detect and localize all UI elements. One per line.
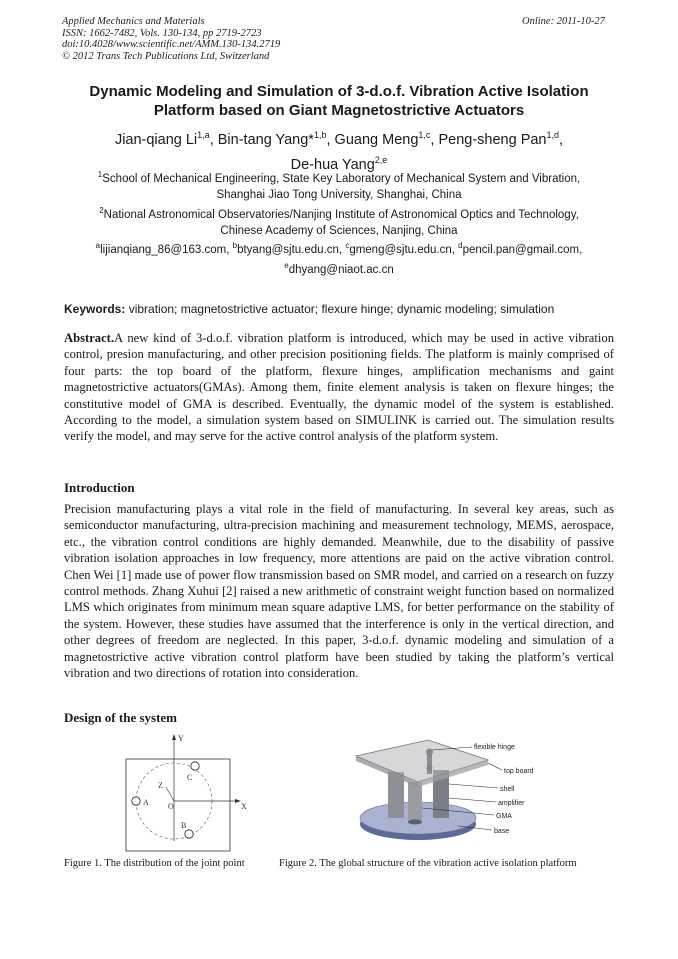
email-sup: a bbox=[95, 241, 101, 250]
email-sup: e bbox=[284, 260, 289, 270]
email-address: btyang@sjtu.edu.cn, bbox=[237, 243, 346, 256]
author-name: Guang Meng bbox=[334, 131, 419, 148]
affiliation-text: School of Mechanical Engineering, State Key Laboratory of Mechanical System and Vibration, bbox=[102, 172, 581, 185]
affiliation-sup: 2 bbox=[99, 206, 104, 215]
leader-shell bbox=[449, 784, 498, 788]
figure-1-frame bbox=[126, 759, 230, 851]
email-address: dhyang@niaot.ac.cn bbox=[288, 263, 394, 276]
top-board bbox=[356, 740, 488, 782]
copyright-line: © 2012 Trans Tech Publications Ltd, Switzerland bbox=[62, 50, 270, 62]
author-affil-sup: 1,d bbox=[546, 130, 560, 140]
email-address: lijianqiang_86@163.com, bbox=[100, 243, 233, 256]
introduction-text: Precision manufacturing plays a vital role in the field of manufacturing. In several key areas, such as semiconductor manufacturing, ultra-precision machining and measurement technology, MEMS, aerospace, etc., the vibration control conditions are highly demanded. Meanwhile, due to the disability of passive vibration isolation approaches in low frequency, more attentions are paid on the active vibration control. Chen Wei [1] made use of power flow transmission based on SMR model, and carried on a research on fuzzy control methods. Zhang Xuhui [2] raised a new arithmetic of constraint weight function based on normalized LMS which originates from minimum mean square adaptive LMS, for better performance on the stability of the system. However, these studies have assumed that the interference is only in the vertical direction, and other degrees of freedom are neglected. In this paper, 3-d.o.f. dynamic modeling and simulation of a magnetostrictive active vibration control platform have been studied by taking the platform’s vertical vibration and two directions of rotation into consideration. bbox=[64, 502, 614, 681]
email-list bbox=[50, 238, 628, 278]
email-sup: d bbox=[458, 241, 463, 250]
email-sup: b bbox=[232, 241, 238, 250]
paper-title bbox=[40, 82, 638, 120]
running-header bbox=[62, 16, 280, 62]
title-line-2: Platform based on Giant Magnetostrictive Actuators bbox=[153, 102, 525, 119]
figure-1-diagram bbox=[110, 731, 250, 853]
point-c-label: C bbox=[187, 773, 193, 782]
keywords bbox=[64, 302, 624, 316]
label-gma: GMA bbox=[496, 813, 512, 820]
affiliation-2 bbox=[50, 203, 628, 239]
author-name: Bin-tang Yang* bbox=[217, 131, 314, 148]
gma-base bbox=[408, 820, 422, 825]
affiliation-1 bbox=[50, 167, 628, 203]
figure-1-caption: Figure 1. The distribution of the joint point bbox=[64, 858, 245, 869]
abstract-text: A new kind of 3-d.o.f. vibration platform is introduced, which may be used in active vibration control, presion manufacturing, and other precision positioning fields. The platform is mainly comprised of four parts: the top board of the platform, flexure hinges, amplification mechanisms and gaint magnetostrictive actuators(GMAs). Among them, finite element analysis is taken on flexure hinges; the constitutive model of GMA is described. Eventually, the dynamic model of the system is established. According to the model, a simulation system based on SIMULINK is carried out. The simulation results verify the model, and may serve for the active control analysis of the platform system. bbox=[64, 331, 614, 444]
x-label: X bbox=[241, 802, 247, 811]
online-date: Online: 2011-10-27 bbox=[522, 16, 605, 27]
label-top-board: top board bbox=[504, 768, 534, 775]
issn-line: ISSN: 1662-7482, Vols. 130-134, pp 2719-2723 bbox=[62, 27, 262, 39]
author-affil-sup: 2,e bbox=[374, 154, 388, 165]
y-axis-arrow bbox=[172, 734, 176, 740]
label-base: base bbox=[494, 828, 510, 835]
leader-amplifier bbox=[449, 798, 496, 802]
figure-2-caption: Figure 2. The global structure of the vibration active isolation platform bbox=[279, 858, 577, 869]
figure-2-illustration bbox=[348, 738, 558, 850]
affiliation-text: National Astronomical Observatories/Nanjing Institute of Astronomical Optics and Technology, bbox=[103, 208, 579, 221]
email-address: pencil.pan@gmail.com, bbox=[462, 243, 583, 256]
origin-label: O bbox=[168, 802, 174, 811]
joint-point-b bbox=[185, 830, 193, 838]
affiliation-sup: 1 bbox=[97, 170, 103, 179]
author-affil-sup: 1,a bbox=[197, 130, 210, 140]
y-label: Y bbox=[178, 734, 184, 743]
abstract bbox=[64, 330, 614, 445]
author-name: De-hua Yang bbox=[290, 156, 375, 173]
email-address: gmeng@sjtu.edu.cn, bbox=[349, 243, 459, 256]
label-flexible-hinge: flexible hinge bbox=[474, 744, 515, 751]
joint-point-a bbox=[132, 797, 140, 805]
point-a-label: A bbox=[143, 798, 149, 807]
section-heading-introduction: Introduction bbox=[64, 480, 135, 495]
leader-top-board bbox=[488, 763, 502, 770]
affiliation-text: Shanghai Jiao Tong University, Shanghai, China bbox=[216, 188, 462, 201]
label-amplifier: amplifier bbox=[498, 800, 525, 807]
label-shell: shell bbox=[500, 786, 515, 793]
author-separator: , bbox=[559, 131, 564, 148]
affiliation-text: Chinese Academy of Sciences, Nanjing, China bbox=[220, 224, 458, 237]
author-name: Peng-sheng Pan bbox=[438, 131, 547, 148]
author-affil-sup: 1,c bbox=[418, 130, 431, 140]
title-line-1: Dynamic Modeling and Simulation of 3-d.o.f. Vibration Active Isolation bbox=[89, 83, 589, 100]
z-axis bbox=[166, 787, 174, 801]
doi-line: doi:10.4028/www.scientific.net/AMM.130-134.2719 bbox=[62, 39, 281, 50]
point-b-label: B bbox=[181, 821, 187, 830]
author-name: Jian-qiang Li bbox=[114, 131, 198, 148]
email-sup: c bbox=[345, 241, 350, 250]
author-separator: , bbox=[209, 131, 218, 148]
z-label: Z bbox=[158, 781, 163, 790]
abstract-label: Abstract. bbox=[64, 331, 115, 345]
keywords-label: Keywords: bbox=[64, 302, 126, 316]
joint-point-c bbox=[191, 762, 199, 770]
author-separator: , bbox=[430, 131, 439, 148]
author-affil-sup: 1,b bbox=[313, 130, 327, 140]
keywords-text: vibration; magnetostrictive actuator; flexure hinge; dynamic modeling; simulation bbox=[125, 302, 555, 316]
section-heading-design: Design of the system bbox=[64, 710, 178, 725]
author-separator: , bbox=[326, 131, 335, 148]
shell-cylinder bbox=[408, 782, 422, 822]
journal-name: Applied Mechanics and Materials bbox=[62, 16, 205, 27]
